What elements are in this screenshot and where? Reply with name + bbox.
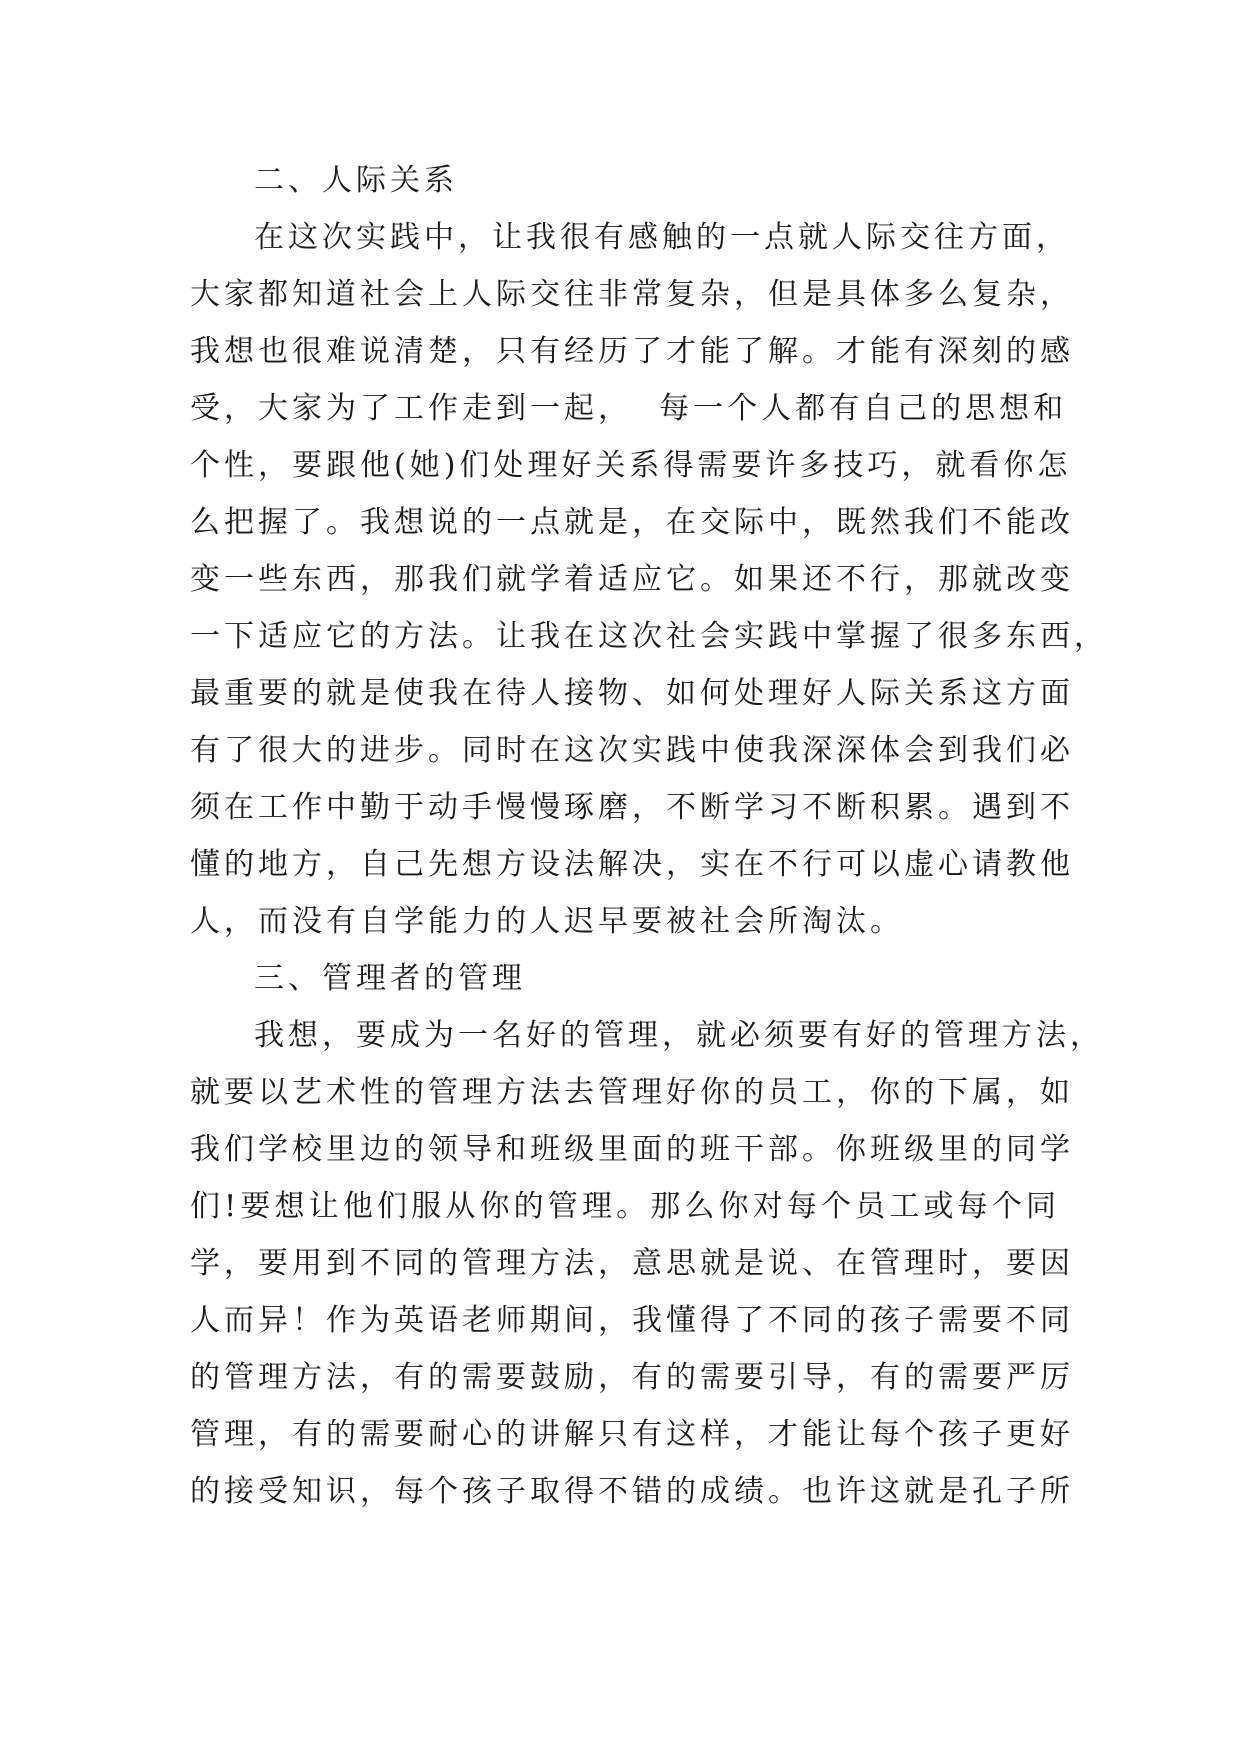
paragraph-line: 我想也很难说清楚，只有经历了才能了解。才能有深刻的感 — [190, 334, 1074, 369]
document-body — [190, 152, 1108, 1520]
section-heading-management: 三、管理者的管理 — [254, 961, 526, 996]
section-heading-interpersonal: 二、人际关系 — [254, 163, 458, 198]
paragraph-line: 管理，有的需要耐心的讲解只有这样，才能让每个孩子更好 — [190, 1417, 1074, 1452]
paragraph-line: 最重要的就是使我在待人接物、如何处理好人际关系这方面 — [190, 676, 1074, 711]
paragraph-line: 们!要想让他们服从你的管理。那么你对每个员工或每个同 — [190, 1189, 1060, 1224]
paragraph-line: 人，而没有自学能力的人迟早要被社会所淘汰。 — [190, 904, 904, 939]
paragraph-line: 我们学校里边的领导和班级里面的班干部。你班级里的同学 — [190, 1132, 1074, 1167]
paragraph-line: 就要以艺术性的管理方法去管理好你的员工，你的下属，如 — [190, 1075, 1074, 1110]
paragraph-line: 么把握了。我想说的一点就是，在交际中，既然我们不能改 — [190, 505, 1074, 540]
paragraph-line: 大家都知道社会上人际交往非常复杂，但是具体多么复杂， — [190, 277, 1074, 312]
paragraph-line: 须在工作中勤于动手慢慢琢磨，不断学习不断积累。遇到不 — [190, 790, 1074, 825]
paragraph-line: 一下适应它的方法。让我在这次社会实践中掌握了很多东西， — [190, 619, 1108, 654]
paragraph-line: 我想，要成为一名好的管理，就必须要有好的管理方法， — [254, 1018, 1104, 1053]
paragraph-line: 在这次实践中，让我很有感触的一点就人际交往方面， — [254, 220, 1070, 255]
paragraph-line: 学，要用到不同的管理方法，意思就是说、在管理时，要因 — [190, 1246, 1074, 1281]
paragraph-line: 受，大家为了工作走到一起， 每一个人都有自己的思想和 — [190, 391, 1068, 426]
paragraph-line: 个性，要跟他(她)们处理好关系得需要许多技巧，就看你怎 — [190, 448, 1072, 483]
paragraph-line: 的接受知识，每个孩子取得不错的成绩。也许这就是孔子所 — [190, 1474, 1074, 1509]
paragraph-line: 变一些东西，那我们就学着适应它。如果还不行，那就改变 — [190, 562, 1074, 597]
paragraph-line: 有了很大的进步。同时在这次实践中使我深深体会到我们必 — [190, 733, 1074, 768]
paragraph-line: 的管理方法，有的需要鼓励，有的需要引导，有的需要严厉 — [190, 1360, 1074, 1395]
paragraph-line: 人而异！作为英语老师期间，我懂得了不同的孩子需要不同 — [190, 1303, 1074, 1338]
paragraph-line: 懂的地方，自己先想方设法解决，实在不行可以虚心请教他 — [190, 847, 1074, 882]
